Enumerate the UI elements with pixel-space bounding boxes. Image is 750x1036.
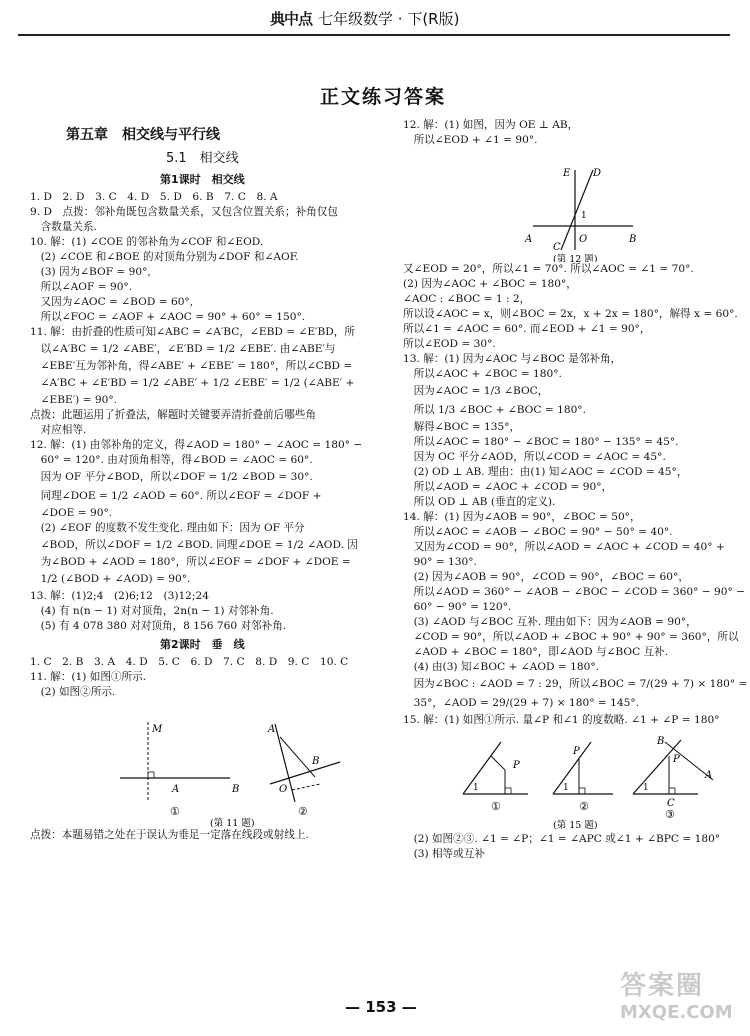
answer-line: 同理∠DOE = 1/2 ∠AOD = 60°. 所以∠EOF = ∠DOF + [30,490,322,502]
answer-line: ∠COD = 90°，所以∠AOD + ∠BOC + 90° + 90° = 360°，所以 [403,631,739,643]
left-column [30,128,388,843]
answer-line: 点拨：此题运用了折叠法，解题时关键要弄清折叠前后哪些角 [30,409,317,421]
answer-block-q15 [403,832,738,862]
figure-12 [523,150,723,262]
fig11-label: A [268,724,276,735]
watermark-logo [620,965,738,1027]
answer-line: 又因为∠COD = 90°，所以∠AOD = ∠AOC + ∠COD = 40° + [403,541,725,553]
answer-block-lesson1 [30,190,388,634]
answer-line: 1. D 2. D 3. C 4. D 5. D 6. B 7. C 8. A [30,191,278,203]
answer-line: (4) 由(3) 知∠BOC + ∠AOD = 180°. [403,661,599,673]
answer-line: 所以∠1 = ∠AOC = 60°. 而∠EOD + ∠1 = 90°， [403,323,651,335]
answer-line: (3) 因为∠BOF = 90°, [30,266,151,278]
answer-line: 所以∠AOD = ∠AOC + ∠COD = 90°， [403,481,613,493]
figure-caption: (第 15 题) [553,820,598,831]
answer-line: 所以 1/3 ∠BOC + ∠BOC = 180°. [403,404,586,416]
fig12-label: A [525,234,533,245]
fig12-label: D [593,168,602,179]
answer-line: ∠AOD + ∠BOC = 180°，即∠AOD 与∠BOC 互补. [403,646,669,658]
answer-line: 10. 解：(1) ∠COE 的邻补角为∠COF 和∠EOD. [30,236,264,248]
answer-line: 以∠A′BC = 1/2 ∠ABE′，∠E′BD = 1/2 ∠EBE′. 由∠ABE′与 [30,343,336,355]
fig12-label: 1 [581,211,587,221]
fig15-label: B [657,736,665,747]
answer-line: (4) 有 n(n − 1) 对对顶角，2n(n − 1) 对邻补角. [30,605,274,617]
answer-line: 所以 OD ⊥ AB (垂直的定义). [403,496,556,508]
answer-line: (5) 有 4 078 380 对对顶角，8 156 760 对邻补角. [30,620,287,632]
figure-11-drawing [80,702,380,828]
right-column [403,118,748,862]
answer-line: 因为 OC 平分∠AOD，所以∠COD = ∠AOC = 45°. [403,451,666,463]
fig12-label: E [563,168,571,179]
answer-line: 15. 解：(1) 如图①所示. 量∠P 和∠1 的度数略. ∠1 + ∠P = 180° [403,714,720,726]
answer-block-q12 [403,118,738,148]
answer-line: (3) 相等或互补 [403,848,485,860]
page-number: — 153 — [345,998,417,1016]
answer-line: ∠DOE = 90°. [30,507,113,519]
fig15-label: P [573,746,580,757]
watermark-url: MXQE.COM [620,1002,733,1023]
fig12-label: O [579,234,588,245]
lesson-heading: 第2课时 垂 线 [160,638,245,651]
answer-line: 所以∠AOD = 360° − ∠AOB − ∠BOC − ∠COD = 360° − 90° − [403,586,746,598]
fig15-label: 1 [473,783,479,793]
figure-15-drawing [443,732,743,832]
answer-block-lesson2 [30,655,388,700]
answer-line: 所以∠AOF = 90°. [30,281,133,293]
answer-block-q12-13-14-15 [403,262,748,728]
answer-line: (2) ∠EOF 的度数不发生变化. 理由如下：因为 OF 平分 [30,522,305,534]
fig15-label: ③ [665,808,675,821]
answer-line: 所以∠AOC + ∠BOC = 180°. [403,368,562,380]
fig12-label: B [629,234,637,245]
answer-line: 又∠EOD = 20°，所以∠1 = 70°. 所以∠AOC = ∠1 = 70°. [403,263,694,275]
answer-line: 对应相等. [30,424,87,436]
answer-line: ∠EBE′) = 90°. [30,394,118,406]
answer-line: 35°，∠AOD = 29/(29 + 7) × 180° = 145°. [403,697,640,709]
figure-12-drawing [523,150,723,262]
answer-line: (2) 因为∠AOB = 90°，∠COD = 90°，∠BOC = 60°， [403,571,689,583]
figure-11 [80,702,380,828]
answer-line: 90° = 130°. [403,556,477,568]
answer-line: (2) 如图②所示. [30,686,116,698]
fig12-label: C [553,242,561,253]
answer-line: 又因为∠AOC = ∠BOD = 60°, [30,296,194,308]
answer-line: 含数量关系. [30,221,97,233]
answer-line: ∠AOC : ∠BOC = 1 : 2， [403,293,531,305]
answer-line: 1. C 2. B 3. A 4. D 5. C 6. D 7. C 8. D 9. C 10. C [30,656,349,668]
fig15-label: 1 [643,783,649,793]
answer-line: 所以∠FOC = ∠AOF + ∠AOC = 90° + 60° = 150°. [30,311,306,323]
fig15-label: P [513,760,520,771]
lesson-heading: 第1课时 相交线 [160,173,245,186]
answer-line: 点拨：本题易错之处在于误认为垂足一定落在线段或射线上. [30,829,309,841]
fig15-label: ① [491,800,501,813]
answer-line: 12. 解：(1) 由邻补角的定义，得∠AOD = 180° − ∠AOC = 180° − [30,439,363,451]
answer-line: ∠A′BC + ∠E′BD = 1/2 ∠ABE′ + 1/2 ∠EBE′ = 1/2 (∠ABE′ + [30,377,355,389]
answer-line: 所以∠AOC = ∠AOB − ∠BOC = 90° − 50° = 40°. [403,526,673,538]
figure-15 [443,732,743,832]
answer-block-note [30,828,388,843]
answer-line: ∠BOD，所以∠DOF = 1/2 ∠BOD. 同理∠DOE = 1/2 ∠AOD. 因 [30,539,358,551]
answer-line: 1/2 (∠BOD + ∠AOD) = 90°. [30,573,191,585]
section-heading: 5.1 相交线 [166,151,239,166]
figure-caption: (第 11 题) [210,818,255,828]
answer-line: (2) 如图②③. ∠1 = ∠P；∠1 = ∠APC 或∠1 + ∠BPC = 180° [403,833,721,845]
answer-line: 所以设∠AOC = x，则∠BOC = 2x，x + 2x = 180°，解得 x = 60°. [403,308,738,320]
fig15-label: A [705,770,713,781]
answer-line: 解得∠BOC = 135°， [403,421,521,433]
fig11-label: B [232,784,240,795]
fig15-label: P [673,754,680,765]
fig11-label: A [172,784,180,795]
fig11-label: B [312,756,320,767]
header-rule [18,34,730,36]
chapter-heading: 第五章 相交线与平行线 [66,127,220,143]
answer-line: (2) OD ⊥ AB. 理由：由(1) 知∠AOC = ∠COD = 45°， [403,466,688,478]
fig15-label: ② [579,800,589,813]
fig11-label: ② [298,805,308,818]
answer-line: 所以∠EOD + ∠1 = 90°. [403,134,538,146]
figure-caption: (第 12 题) [553,254,598,262]
answer-line: 11. 解：由折叠的性质可知∠ABC = ∠A′BC，∠EBD = ∠E′BD，所 [30,326,355,338]
running-header [270,4,570,32]
answer-line: 因为∠AOC = 1/3 ∠BOC， [403,385,549,397]
answer-line: 9. D 点拨：邻补角既包含数量关系，又包含位置关系；补角仅包 [30,206,338,218]
answer-line: 60° − 90° = 120°. [403,601,512,613]
answer-line: (2) ∠COE 和∠BOE 的对顶角分别为∠DOF 和∠AOF. [30,251,299,263]
answer-line: 所以∠AOC = 180° − ∠BOC = 180° − 135° = 45°. [403,436,679,448]
answer-line: 12. 解：(1) 如图，因为 OE ⊥ AB， [403,119,579,131]
answer-line: 13. 解：(1)2;4 (2)6;12 (3)12;24 [30,590,209,602]
fig11-label: ① [170,805,180,818]
answer-line: 为∠BOD + ∠AOD = 180°，所以∠EOF = ∠DOF + ∠DOE = [30,556,351,568]
answer-line: 因为 OF 平分∠BOD，所以∠DOF = 1/2 ∠BOD = 30°. [30,471,313,483]
answer-line: 13. 解：(1) 因为∠AOC 与∠BOC 是邻补角， [403,353,622,365]
fig11-label: O [279,784,288,795]
answer-line: 11. 解：(1) 如图①所示. [30,671,147,683]
answer-line: 14. 解：(1) 因为∠AOB = 90°，∠BOC = 50°， [403,511,641,523]
watermark-text: 答案圈 [620,971,705,1001]
fig11-label: M [152,724,163,735]
answer-line: (3) ∠AOD 与∠BOC 互补. 理由如下：因为∠AOB = 90°， [403,616,697,628]
answer-line: (2) 因为∠AOC + ∠BOC = 180°， [403,278,577,290]
book-title: 七年级数学 · 下(R版) [318,9,460,28]
fig15-label: 1 [563,783,569,793]
answer-line: 因为∠BOC : ∠AOD = 7 : 29，所以∠BOC = 7/(29 + 7) × 180° = [403,678,748,690]
page-title: 正文练习答案 [320,86,447,108]
publisher-logo: 典中点 [270,9,313,28]
fig15-label: C [667,798,675,809]
answer-line: ∠EBE′互为邻补角，得∠ABE′ + ∠EBE′ = 180°，所以∠CBD = [30,360,353,372]
answer-line: 60° = 120°. 由对顶角相等，得∠BOD = ∠AOC = 60°. [30,454,313,466]
answer-line: 所以∠EOD = 30°. [403,338,496,350]
